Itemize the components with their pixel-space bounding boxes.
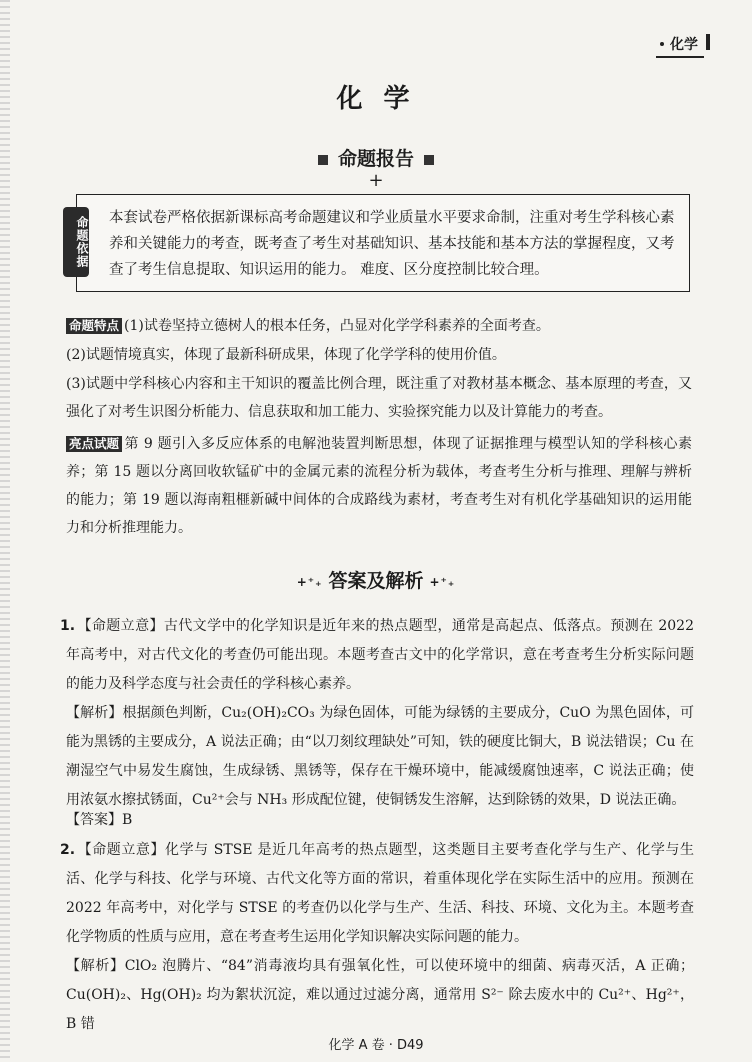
subject-tag-text: 化学: [670, 37, 698, 53]
features-label: 命题特点: [66, 318, 122, 334]
highlights-label: 亮点试题: [66, 436, 122, 452]
report-heading-text: 命题报告: [337, 148, 414, 170]
features-item-1: 命题特点 (1)试卷坚持立德树人的根本任务，凸显对化学学科素养的全面考查。: [66, 312, 692, 340]
bullet-icon: [660, 42, 664, 46]
features-item-2: (2)试题情境真实，体现了最新科研成果，体现了化学学科的使用价值。: [66, 347, 506, 363]
plus-mark: +: [368, 170, 384, 191]
question-1-analysis: 【解析】根据颜色判断，Cu₂(OH)₂CO₃ 为绿色固体，可能为绿锈的主要成分，CuO 为黑色固体，可能为黑锈的主要成分，A 说法正确；由“以刀刻纹理缺处”可知，铁的硬度比铜大，B 说法错误；Cu 在潮湿空气中易发生腐蚀，生成绿锈、黑锈等，保存在干燥环境中，能减缓腐蚀速率，C 说法正确；使用浓氨水擦拭锈面，Cu²⁺会与 NH₃ 形成配位键，使铜锈发生溶解，达到除锈的效果，D 说法正确。: [66, 705, 694, 808]
basis-text: 本套试卷严格依据新课标高考命题建议和学业质量水平要求命制，注重对考生学科核心素养和关键能力的考查，既考查了考生对基础知识、基本技能和基本方法的掌握程度，又考查了考生信息提取、知识运用的能力。 难度、区分度控制比较合理。: [109, 210, 675, 278]
question-1-answer: 【答案】B: [66, 812, 133, 828]
basis-box: [76, 194, 690, 292]
question-1-intent: 1. 【命题立意】古代文学中的化学知识是近年来的热点题型，通常是高起点、低落点。预测在 2022 年高考中，对古代文化的考查仍可能出现。本题考查古文中的化学常识，意在考查考生分析实际问题的能力及科学态度与社会责任的学科核心素养。: [60, 618, 695, 692]
square-icon: [318, 155, 328, 165]
page-footer: 化学 A 卷 · D49: [328, 1038, 424, 1053]
answers-heading-text: 答案及解析: [328, 570, 424, 592]
question-2-analysis: 【解析】ClO₂ 泡腾片、“84”消毒液均具有强氧化性，可以使环境中的细菌、病毒灭活，A 正确；Cu(OH)₂、Hg(OH)₂ 均为絮状沉淀，难以通过过滤分离，通常用 S²⁻ 除去废水中的 Cu²⁺、Hg²⁺，B 错: [66, 958, 695, 1032]
sparkle-icon: +⁺₊: [296, 574, 323, 589]
question-1-number: 1.: [60, 618, 76, 634]
sparkle-icon: +⁺₊: [429, 574, 456, 589]
square-icon: [424, 155, 434, 165]
basis-label: 命题依据: [63, 207, 89, 277]
report-heading: [0, 144, 752, 171]
features-item-3: (3)试题中学科核心内容和主干知识的覆盖比例合理，既注重了对教材基本概念、基本原理的考查，又强化了对考生识图分析能力、信息获取和加工能力、实验探究能力以及计算能力的考查。: [66, 376, 692, 420]
question-2-intent: 2. 【命题立意】化学与 STSE 是近几年高考的热点题型，这类题目主要考查化学与生产、化学与生活、化学与科技、化学与环境、古代文化等方面的常识，着重体现化学在实际生活中的应用。预测在 2022 年高考中，对化学与 STSE 的考查仍以化学与生产、生活、科技、环境、文化为主。本题考查化学物质的性质与应用，意在考查考生运用化学知识解决实际问题的能力。: [60, 842, 695, 945]
page-title: 化 学: [336, 84, 416, 114]
subject-header-tag: [656, 34, 704, 58]
answers-heading: [0, 566, 752, 593]
tag-bar-icon: [706, 34, 710, 50]
highlights-text: 第 9 题引入多反应体系的电解池装置判断思想，体现了证据推理与模型认知的学科核心素养；第 15 题以分离回收软锰矿中的金属元素的流程分析为载体，考查考生分析与推理、理解与辨析的能力；第 19 题以海南粗榧新碱中间体的合成路线为素材，考查考生对有机化学基础知识的运用能力和分析推理能力。: [66, 436, 692, 536]
question-2-number: 2.: [60, 842, 76, 858]
highlights-paragraph: [66, 430, 692, 542]
